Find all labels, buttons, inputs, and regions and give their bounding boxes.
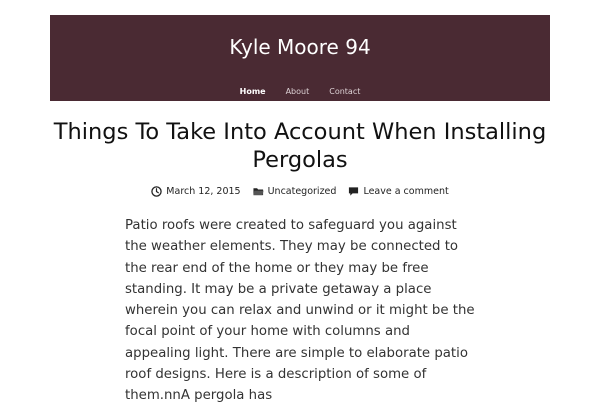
nav-item-contact[interactable]: Contact: [329, 87, 361, 96]
clock-icon: [151, 186, 162, 197]
post-comments-text: Leave a comment: [363, 186, 449, 197]
post-date[interactable]: [151, 186, 240, 197]
comment-icon: [348, 186, 359, 197]
post-body-paragraph: Patio roofs were created to safeguard you against the weather elements. They may be connected to the rear end of the home or they may be free standing. It may be a private getaway a place wherein you can relax and unwind or it might be the focal point of your home with columns and appealing light. There are simple to elaborate patio roof designs. Here is a description of some of them.nnA pergola has: [125, 218, 475, 404]
nav-item-home[interactable]: Home: [239, 87, 266, 96]
main-nav: [50, 86, 550, 98]
post-title[interactable]: Things To Take Into Account When Installing Pergolas: [53, 119, 547, 173]
post-comments-link[interactable]: [348, 186, 448, 197]
folder-icon: [253, 186, 264, 197]
site-header: [50, 15, 550, 101]
post-category[interactable]: [253, 186, 337, 197]
post-date-text: March 12, 2015: [166, 186, 241, 197]
nav-item-about[interactable]: About: [285, 87, 310, 96]
post-content: [125, 215, 475, 407]
post-category-text: Uncategorized: [267, 186, 337, 197]
site-title[interactable]: Kyle Moore 94: [229, 35, 371, 59]
post-meta: [0, 186, 600, 197]
